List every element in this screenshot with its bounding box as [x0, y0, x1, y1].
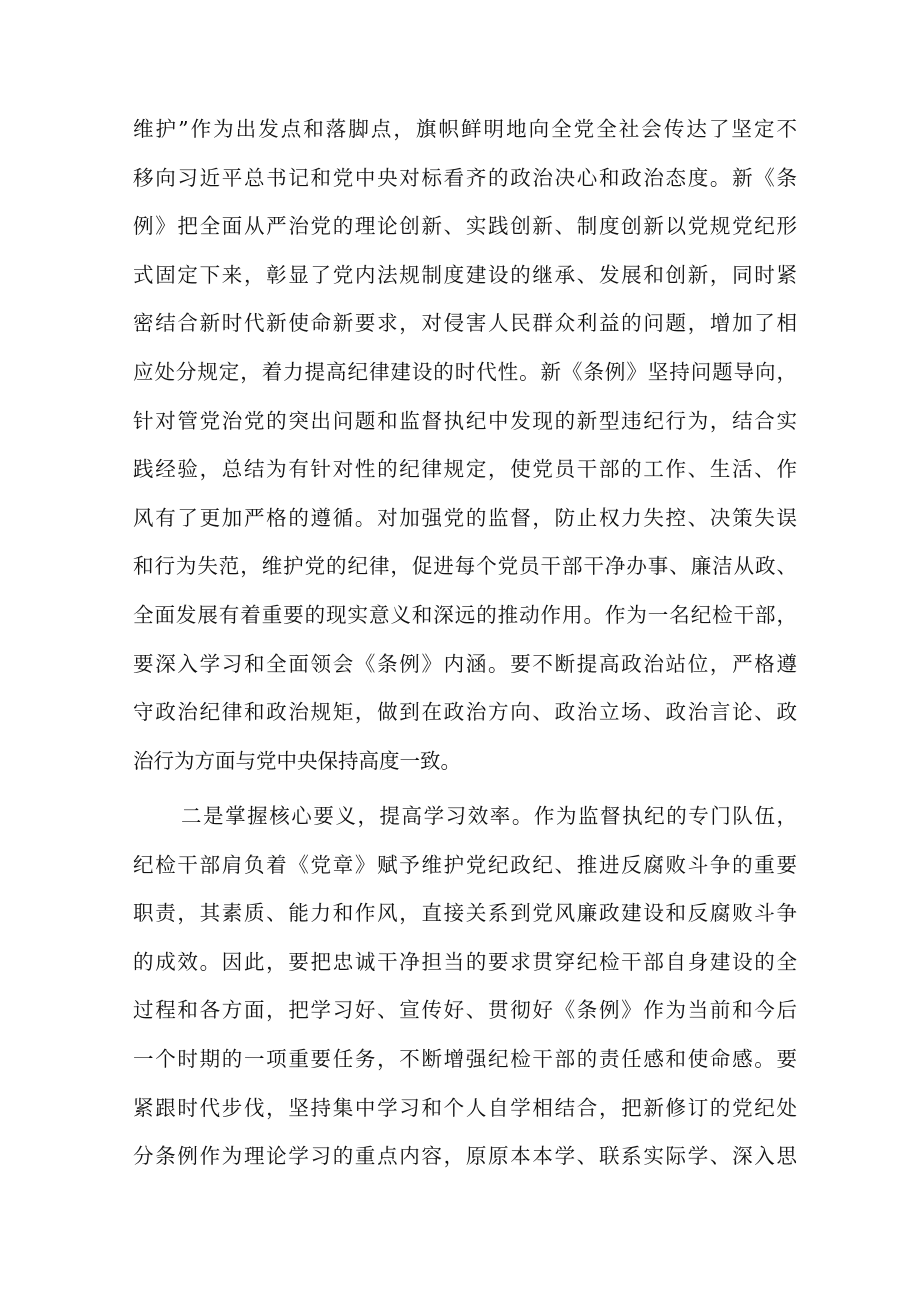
text-line: 紧跟时代步伐，坚持集中学习和个人自学相结合，把新修订的党纪处: [133, 1095, 797, 1120]
text-line: 的成效。因此，要把忠诚干净担当的要求贯穿纪检干部自身建设的全: [133, 949, 797, 974]
text-line: 维护”作为出发点和落脚点，旗帜鲜明地向全党全社会传达了坚定不: [133, 117, 797, 141]
text-line: 和行为失范，维护党的纪律，促进每个党员干部干净办事、廉洁从政、: [133, 554, 797, 579]
paragraph-2: [133, 792, 797, 1181]
text-line: 例》把全面从严治党的理论创新、实践创新、制度创新以党规党纪形: [133, 214, 797, 239]
text-line: 全面发展有着重要的现实意义和深远的推动作用。作为一名纪检干部，: [133, 602, 797, 627]
text-line: 二是掌握核心要义，提高学习效率。作为监督执纪的专门队伍，: [181, 804, 797, 828]
paragraph-1: [133, 105, 797, 785]
text-line: 治行为方面与党中央保持高度一致。: [133, 748, 461, 773]
text-line: 密结合新时代新使命新要求，对侵害人民群众利益的问题，增加了相: [133, 311, 797, 336]
text-line: 风有了更加严格的遵循。对加强党的监督，防止权力失控、决策失误: [133, 505, 797, 530]
text-line: 践经验，总结为有针对性的纪律规定，使党员干部的工作、生活、作: [133, 457, 797, 482]
text-line: 移向习近平总书记和党中央对标看齐的政治决心和政治态度。新《条: [133, 165, 797, 190]
text-line: 应处分规定，着力提高纪律建设的时代性。新《条例》坚持问题导向，: [133, 359, 797, 384]
text-line: 纪检干部肩负着《党章》赋予维护党纪政纪、推进反腐败斗争的重要: [133, 852, 797, 877]
text-line: 式固定下来，彰显了党内法规制度建设的继承、发展和创新，同时紧: [133, 262, 797, 287]
text-line: 过程和各方面，把学习好、宣传好、贯彻好《条例》作为当前和今后: [133, 998, 797, 1023]
text-line: 分条例作为理论学习的重点内容，原原本本学、联系实际学、深入思: [133, 1144, 797, 1169]
text-line: 一个时期的一项重要任务，不断增强纪检干部的责任感和使命感。要: [133, 1046, 797, 1071]
text-line: 守政治纪律和政治规矩，做到在政治方向、政治立场、政治言论、政: [133, 700, 797, 725]
text-line: 针对管党治党的突出问题和监督执纪中发现的新型违纪行为，结合实: [133, 408, 797, 433]
text-line: 要深入学习和全面领会《条例》内涵。要不断提高政治站位，严格遵: [133, 651, 797, 676]
text-line: 职责，其素质、能力和作风，直接关系到党风廉政建设和反腐败斗争: [133, 901, 797, 926]
